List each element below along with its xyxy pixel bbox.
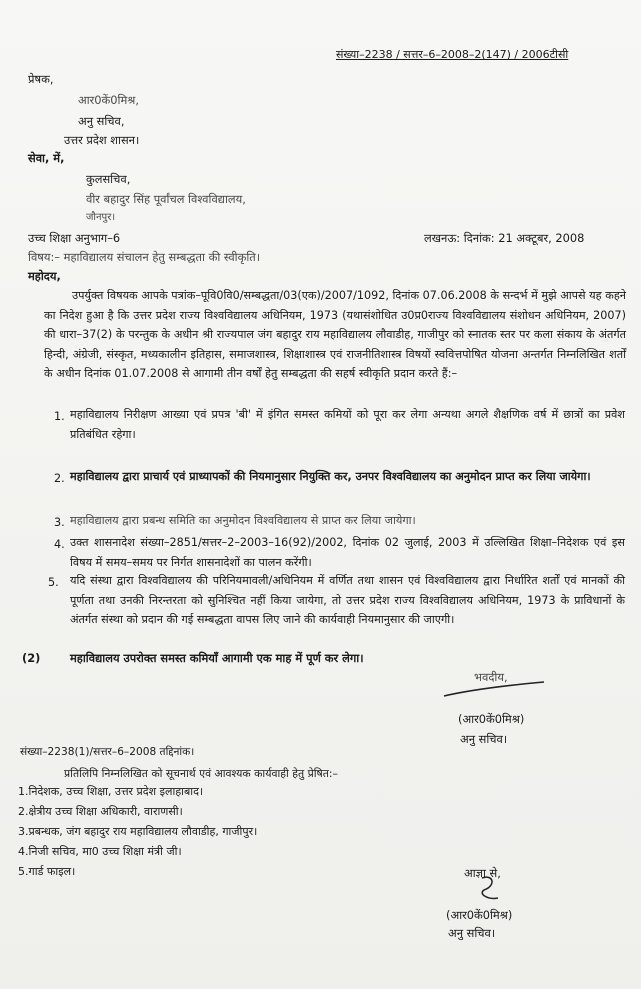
place-date: लखनऊ: दिनांक: 21 अक्टूबर, 2008 <box>424 231 585 245</box>
condition-number: 5. <box>48 576 59 589</box>
reference-number: संख्या–2238 / सत्तर–6–2008–2(147) / 2006टीसी <box>336 48 569 61</box>
condition-item: उक्त शासनादेश संख्या–2851/सत्तर–2–2003–16(92)/2002, दिनांक 02 जुलाई, 2003 में उल्लिखित शिक्षा–निदेशक एवं इस विषय में समय–समय पर निर्गत शासनादेशों का पालन करेंगी। <box>70 536 625 569</box>
copy-intro: प्रतिलिपि निम्नलिखित को सूचनार्थ एवं आवश्यक कार्यवाही हेतु प्रेषित:– <box>64 767 338 780</box>
copy-recipient: 4.निजी सचिव, मा0 उच्च शिक्षा मंत्री जी। <box>18 845 182 858</box>
condition-number: 3. <box>54 516 65 529</box>
copy-recipient: 2.क्षेत्रीय उच्च शिक्षा अधिकारी, वाराणसी। <box>18 805 183 818</box>
signature-scribble-icon <box>440 678 550 702</box>
copy-recipient: 3.प्रबन्धक, जंग बहादुर राय महाविद्यालय लौवाडीह, गाजीपुर। <box>18 825 258 838</box>
condition-item: महाविद्यालय द्वारा प्राचार्य एवं प्राध्यापकों की नियमानुसार नियुक्ति कर, उनपर विश्वविद्यालय का अनुमोदन प्राप्त कर लिया जायेगा। <box>70 470 591 483</box>
condition-item: महाविद्यालय द्वारा प्रबन्ध समिति का अनुमोदन विश्वविद्यालय से प्राप्त कर लिया जायेगा। <box>70 514 416 527</box>
clause-text: महाविद्यालय उपरोक्त समस्त कमियाँ आगामी एक माह में पूर्ण कर लेगा। <box>70 651 364 665</box>
subject-line: विषय:– महाविद्यालय संचालन हेतु सम्बद्धता की स्वीकृति। <box>28 250 261 264</box>
sender-name: आर0कें0मिश्र, <box>78 93 139 107</box>
sender-designation: अनु सचिव, <box>78 114 125 128</box>
body-intro-paragraph: उपर्युक्त विषयक आपके पत्रांक–पूवि0वि0/सम्बद्धता/03(एक)/2007/1092, दिनांक 07.06.2008 के सन्दर्भ में मुझे आपसे यह कहने का निदेश हुआ है कि उत्तर प्रदेश राज्य विश्वविद्यालय अधिनियम, 1973 (यथासंशोधित उ0प्र0राज्य विश्वविद्यालय संशोधन अधिनियम, 2007) की धारा–37(2) के परन्तुक के अधीन श्री राज्यपाल जंग बहादुर राय महाविद्यालय लौवाडीह, गाजीपुर को स्नातक स्तर पर कला संकाय के अंतर्गत हिन्दी, अंग्रेजी, संस्कृत, मध्यकालीन इतिहास, समाजशास्त्र, शिक्षाशास्त्र एवं राजनीतिशास्त्र विषयों स्ववित्तपोषित योजना अन्तर्गत निम्नलिखित शर्तों के अधीन दिनांक 01.07.2008 से आगामी तीन वर्षों हेतु सम्बद्धता की सहर्ष स्वीकृति प्रदान करते हैं:– <box>44 289 626 380</box>
department: उच्च शिक्षा अनुभाग–6 <box>28 231 121 245</box>
recipient-university: वीर बहादुर सिंह पूर्वांचल विश्वविद्यालय, <box>86 192 246 206</box>
condition-number: 4. <box>54 538 65 551</box>
signatory-designation: अनु सचिव। <box>460 732 508 746</box>
salutation: महोदय, <box>28 269 61 283</box>
order-signatory-name: (आर0कें0मिश्र) <box>446 908 513 922</box>
order-label: आज्ञा से, <box>464 866 501 880</box>
to-label: सेवा, में, <box>28 151 65 165</box>
copy-recipients-list <box>18 782 257 882</box>
recipient-city: जौनपुर। <box>86 212 116 223</box>
clause-number: (2) <box>22 651 41 665</box>
order-signatory-designation: अनु सचिव। <box>448 926 496 940</box>
copy-recipient: 1.निदेशक, उच्च शिक्षा, उत्तर प्रदेश इलाहाबाद। <box>18 785 204 798</box>
from-label: प्रेषक, <box>28 72 54 86</box>
copy-reference: संख्या–2238(1)/सत्तर–6–2008 तद्दिनांक। <box>20 746 195 758</box>
sender-office: उत्तर प्रदेश शासन। <box>64 133 140 147</box>
signatory-name: (आर0कें0मिश्र) <box>458 712 525 726</box>
copy-recipient: 5.गार्ड फाइल। <box>18 865 76 878</box>
recipient-designation: कुलसचिव, <box>86 172 131 186</box>
closing: भवदीय, <box>474 670 508 684</box>
condition-item: महाविद्यालय निरीक्षण आख्या एवं प्रपत्र 'बी' में इंगित समस्त कमियों को पूरा कर लेगा अन्यथा अगले शैक्षणिक वर्ष में छात्रों का प्रवेश प्रतिबंधित रहेगा। <box>70 408 625 441</box>
initials-scribble-icon <box>474 872 504 906</box>
condition-item: यदि संस्था द्वारा विश्वविद्यालय की परिनियमावली/अधिनियम में वर्णित तथा शासन एवं विश्वविद्यालय द्वारा निर्धारित शर्तों एवं मानकों की पूर्णता तथा उनकी निरन्तरता को सुनिश्चित नहीं किया जायेगा, तो उत्तर प्रदेश राज्य विश्वविद्यालय अधिनियम, 1973 के प्राविधानों के अंतर्गत संस्था को प्रदान की गई सम्बद्धता वापस लिए जाने की कार्यवाही नियमानुसार की जाएगी। <box>70 574 625 626</box>
condition-number: 1. <box>54 410 65 423</box>
condition-number: 2. <box>54 472 65 485</box>
